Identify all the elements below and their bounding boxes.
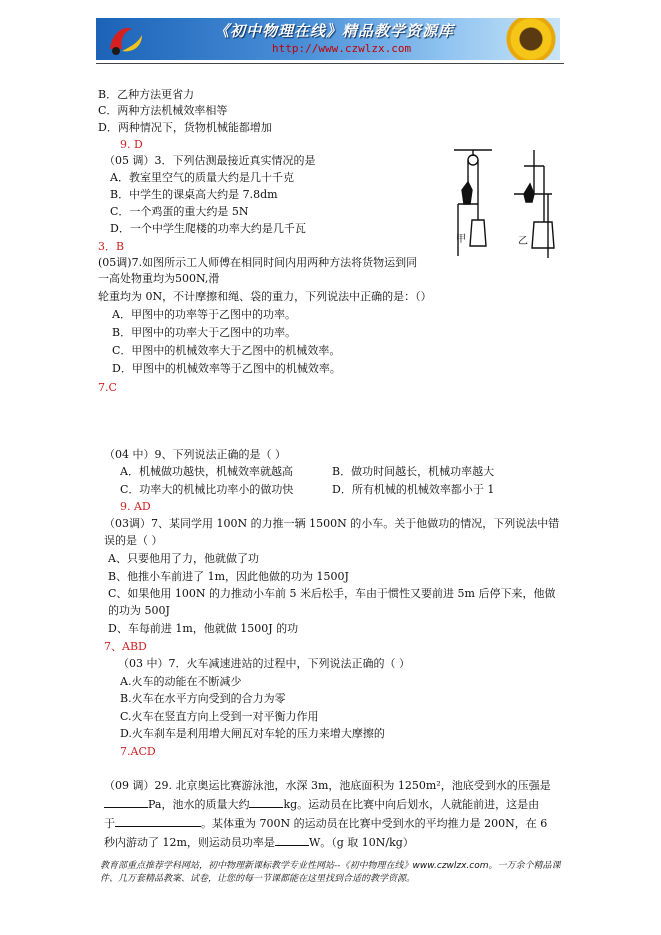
- site-logo-icon: [102, 21, 146, 57]
- question-stem: (05调)7.如图所示工人师傅在相同时间内用两种方法将货物运到同: [98, 256, 418, 269]
- option-line: A．机械做功越快，机械效率就越高: [120, 465, 293, 478]
- question-stem: 一高处物重均为500N,滑: [98, 272, 220, 285]
- answer-blank[interactable]: [249, 795, 283, 808]
- option-line: D．一个中学生爬楼的功率大约是几千瓦: [110, 222, 306, 235]
- answer-line: 7、ABD: [104, 640, 147, 653]
- site-title: 《初中物理在线》精品教学资源库: [214, 22, 455, 40]
- option-line: B．乙种方法更省力: [98, 88, 195, 101]
- option-line: D.火车刹车是利用增大闸瓦对车轮的压力来增大摩擦的: [120, 727, 385, 740]
- question-29: [104, 776, 564, 852]
- header-banner: [96, 18, 560, 60]
- option-line: C.火车在竖直方向上受到一对平衡力作用: [120, 710, 319, 723]
- option-line: A.火车的动能在不断减少: [120, 675, 242, 688]
- option-line: D．甲图中的机械效率等于乙图中的机械效率。: [112, 362, 341, 375]
- q29-text: （09 调）29. 北京奥运比赛游泳池，水深 3m，池底面积为 1250m²，池底受到水的压强是: [104, 779, 551, 792]
- option-line: C．甲图中的机械效率大于乙图中的机械效率。: [112, 344, 341, 357]
- q29-text: Pa，池水的质量大约: [148, 798, 250, 811]
- pulley-figure: [448, 146, 560, 266]
- option-line: A．甲图中的功率等于乙图中的功率。: [112, 308, 296, 321]
- site-url[interactable]: http://www.czwlzx.com: [272, 42, 412, 55]
- q29-text: 。某体重为 700N 的运动员在比赛中受到水的平均推力是 200N，在 6: [201, 817, 548, 830]
- q29-text: W。（g 取 10N/kg）: [308, 836, 414, 849]
- q29-text: 于: [104, 817, 115, 830]
- answer-line: 9. AD: [120, 500, 151, 513]
- question-stem: （05 调）3．下列估测最接近真实情况的是: [104, 154, 316, 167]
- q29-text: kg。运动员在比赛中向后划水，人就能前进，这是由: [283, 798, 540, 811]
- answer-line: 7.C: [98, 381, 117, 394]
- answer-blank[interactable]: [104, 795, 148, 808]
- header-divider: [96, 63, 564, 64]
- option-line: B.火车在水平方向受到的合力为零: [120, 692, 286, 705]
- option-line: D．两种情况下，货物机械能都增加: [98, 121, 272, 134]
- option-line: D、车每前进 1m，他就做 1500J 的功: [108, 622, 299, 635]
- question-stem: （04 中）9、下列说法正确的是（ ）: [104, 448, 286, 461]
- page-footer: 教育部重点推荐学科网站，初中物理新课标教学专业性网站--《初中物理在线》www.czwlzx.com。一万余个精品课件、几万套精品教案、试卷，让您的每一节课都能在这里找到合适的教学资源。: [100, 861, 561, 884]
- q29-text: 秒内游动了 12m，则运动员功率是: [104, 836, 275, 849]
- question-stem: （03 中）7．火车减速进站的过程中，下列说法正确的（ ）: [118, 657, 410, 670]
- answer-blank[interactable]: [115, 814, 201, 827]
- option-line: A、只要他用了力，他就做了功: [108, 552, 259, 565]
- figure-label-a: 甲: [456, 234, 466, 245]
- answer-blank[interactable]: [275, 833, 309, 846]
- option-line: 的功为 500J: [108, 604, 170, 617]
- sunflower-icon: [506, 18, 556, 60]
- answer-line: 3．B: [98, 240, 125, 253]
- question-stem: 轮重均为 0N，不计摩擦和绳、袋的重力，下列说法中正确的是：（）: [98, 290, 432, 303]
- option-line: C．一个鸡蛋的重大约是 5N: [110, 205, 249, 218]
- option-line: C．功率大的机械比功率小的做功快: [120, 483, 294, 496]
- option-line: B、他推小车前进了 1m，因此他做的功为 1500J: [108, 570, 349, 583]
- option-line: B．做功时间越长，机械功率越大: [332, 465, 495, 478]
- option-line: D．所有机械的机械效率都小于 1: [332, 483, 495, 496]
- answer-line: 7.ACD: [120, 745, 156, 758]
- option-line: B．中学生的课桌高大约是 7.8dm: [110, 188, 278, 201]
- figure-label-b: 乙: [518, 236, 528, 247]
- option-line: C．两种方法机械效率相等: [98, 104, 228, 117]
- option-line: A．教室里空气的质量大约是几十千克: [110, 171, 294, 184]
- option-line: C、如果他用 100N 的力推动小车前 5 米后松手，车由于惯性又要前进 5m 后停下来，他做: [108, 587, 556, 600]
- answer-line: 9. D: [120, 138, 143, 151]
- question-stem: 误的是（ ）: [104, 534, 163, 547]
- question-stem: （03调）7、某同学用 100N 的力推一辆 1500N 的小车。关于他做功的情况，下列说法中错: [104, 517, 560, 530]
- option-line: B．甲图中的功率大于乙图中的功率。: [112, 326, 297, 339]
